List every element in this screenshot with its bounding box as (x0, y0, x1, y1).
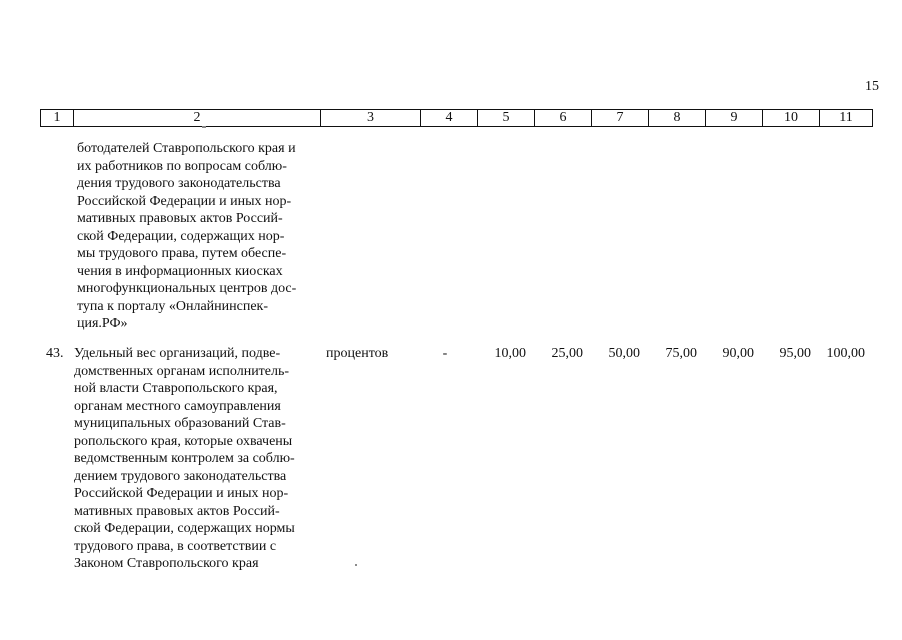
scan-speck (355, 564, 357, 566)
text-line: ской Федерации, содержащих нормы (74, 521, 295, 536)
header-col-2: 2 (74, 110, 321, 127)
header-col-10: 10 (763, 110, 820, 127)
column-number-header (40, 109, 873, 127)
text-line: чения в информационных киосках (77, 263, 283, 279)
value-col-6: 25,00 (551, 346, 583, 361)
value-col-7: 50,00 (608, 346, 640, 361)
text-line: дения трудового законодательства (77, 176, 281, 191)
text-line: ской Федерации, содержащих нор- (77, 228, 285, 244)
header-col-7: 7 (592, 110, 649, 127)
scan-speck (202, 126, 206, 128)
text-line: мы трудового права, путем обеспе- (77, 246, 287, 261)
header-col-11: 11 (820, 110, 873, 127)
text-line: дением трудового законодательства (74, 468, 287, 484)
text-line: органам местного самоуправления (74, 398, 281, 414)
header-col-5: 5 (478, 110, 535, 127)
text-line: Российской Федерации и иных нор- (77, 193, 292, 209)
text-line: Законом Ставропольского края (74, 556, 259, 571)
text-line: мативных правовых актов Россий- (74, 503, 280, 519)
page-number: 15 (865, 79, 879, 94)
text-line: многофункциональных центров дос- (77, 281, 297, 296)
text-line: ция.РФ» (77, 316, 128, 331)
header-col-9: 9 (706, 110, 763, 127)
text-line: ной власти Ставропольского края, (74, 381, 278, 396)
header-col-4: 4 (421, 110, 478, 127)
text-line: их работников по вопросам соблю- (77, 158, 287, 174)
value-col-8: 75,00 (665, 346, 697, 361)
header-col-8: 8 (649, 110, 706, 127)
value-col-5: 10,00 (494, 346, 526, 361)
header-col-3: 3 (321, 110, 421, 127)
value-col-9: 90,00 (722, 346, 754, 361)
text-line: ботодателей Ставропольского края и (77, 141, 296, 156)
text-line: муниципальных образований Став- (74, 416, 286, 431)
row-indicator-text (74, 345, 318, 573)
text-line: тупа к порталу «Онлайнинспек- (77, 298, 269, 314)
header-col-1: 1 (41, 110, 74, 127)
value-col-4: - (442, 346, 448, 361)
text-line: Удельный вес организаций, подве- (74, 346, 281, 361)
text-line: мативных правовых актов Россий- (77, 211, 283, 226)
text-line: ведомственным контролем за соблю- (74, 451, 295, 466)
text-line: Российской Федерации и иных нор- (74, 486, 289, 501)
value-col-11: 100,00 (826, 346, 865, 361)
text-line: домственных органам исполнитель- (74, 363, 290, 379)
text-line: ропольского края, которые охвачены (74, 433, 293, 449)
continuation-text (77, 140, 318, 333)
header-col-6: 6 (535, 110, 592, 127)
row-number: 43. (46, 346, 64, 361)
unit-cell: процентов (326, 346, 389, 361)
text-line: трудового права, в соответствии с (74, 538, 277, 554)
value-col-10: 95,00 (779, 346, 811, 361)
